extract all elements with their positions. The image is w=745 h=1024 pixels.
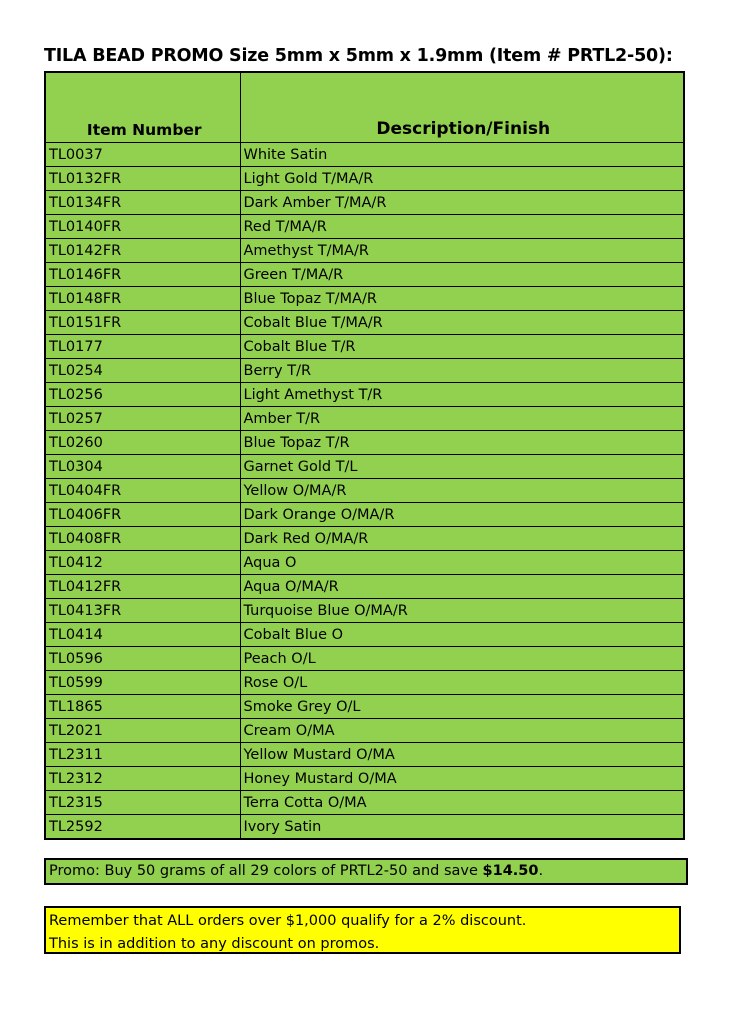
description-cell: Turquoise Blue O/MA/R xyxy=(240,599,684,623)
table-row xyxy=(45,527,684,551)
description-cell: Aqua O/MA/R xyxy=(240,575,684,599)
table-row xyxy=(45,767,684,791)
item-number-cell: TL0304 xyxy=(45,455,240,479)
description-cell: White Satin xyxy=(240,143,684,167)
description-cell: Aqua O xyxy=(240,551,684,575)
table-row xyxy=(45,239,684,263)
description-cell: Red T/MA/R xyxy=(240,215,684,239)
table-row xyxy=(45,815,684,840)
item-number-cell: TL0037 xyxy=(45,143,240,167)
promo-text: Promo: Buy 50 grams of all 29 colors of PRTL2-50 and save xyxy=(49,863,483,879)
item-number-cell: TL0260 xyxy=(45,431,240,455)
notice-line-2: This is in addition to any discount on promos. xyxy=(49,936,380,952)
item-number-cell: TL0132FR xyxy=(45,167,240,191)
description-cell: Berry T/R xyxy=(240,359,684,383)
page-title: TILA BEAD PROMO Size 5mm x 5mm x 1.9mm (Item # PRTL2-50): xyxy=(44,46,673,66)
header-description: Description/Finish xyxy=(240,72,684,143)
item-number-cell: TL0177 xyxy=(45,335,240,359)
table-row xyxy=(45,695,684,719)
description-cell: Amethyst T/MA/R xyxy=(240,239,684,263)
table-row xyxy=(45,743,684,767)
table-row xyxy=(45,335,684,359)
table-row xyxy=(45,647,684,671)
table-row xyxy=(45,719,684,743)
item-number-cell: TL0140FR xyxy=(45,215,240,239)
item-number-cell: TL2315 xyxy=(45,791,240,815)
item-number-cell: TL0404FR xyxy=(45,479,240,503)
description-cell: Amber T/R xyxy=(240,407,684,431)
description-cell: Terra Cotta O/MA xyxy=(240,791,684,815)
item-number-cell: TL0412FR xyxy=(45,575,240,599)
table-row xyxy=(45,671,684,695)
promo-amount: $14.50 xyxy=(482,863,539,879)
item-number-cell: TL0408FR xyxy=(45,527,240,551)
table-header-row xyxy=(45,72,684,143)
item-number-cell: TL2311 xyxy=(45,743,240,767)
table-row xyxy=(45,383,684,407)
promo-box xyxy=(44,858,688,885)
description-cell: Ivory Satin xyxy=(240,815,684,840)
item-number-cell: TL0254 xyxy=(45,359,240,383)
description-cell: Cream O/MA xyxy=(240,719,684,743)
description-cell: Yellow O/MA/R xyxy=(240,479,684,503)
item-number-cell: TL0599 xyxy=(45,671,240,695)
item-number-cell: TL0151FR xyxy=(45,311,240,335)
item-number-cell: TL0134FR xyxy=(45,191,240,215)
description-cell: Cobalt Blue T/MA/R xyxy=(240,311,684,335)
item-number-cell: TL0413FR xyxy=(45,599,240,623)
table-row xyxy=(45,455,684,479)
table-row xyxy=(45,575,684,599)
table-row xyxy=(45,311,684,335)
item-number-cell: TL0142FR xyxy=(45,239,240,263)
description-cell: Yellow Mustard O/MA xyxy=(240,743,684,767)
table-row xyxy=(45,287,684,311)
table-row xyxy=(45,263,684,287)
table-row xyxy=(45,191,684,215)
item-number-cell: TL2592 xyxy=(45,815,240,840)
promo-suffix: . xyxy=(538,863,544,879)
description-cell: Cobalt Blue O xyxy=(240,623,684,647)
table-row xyxy=(45,599,684,623)
table-row xyxy=(45,143,684,167)
description-cell: Garnet Gold T/L xyxy=(240,455,684,479)
table-row xyxy=(45,167,684,191)
table-row xyxy=(45,791,684,815)
item-number-cell: TL0406FR xyxy=(45,503,240,527)
table-row xyxy=(45,407,684,431)
table-row xyxy=(45,623,684,647)
notice-line-1: Remember that ALL orders over $1,000 qualify for a 2% discount. xyxy=(49,913,527,929)
description-cell: Smoke Grey O/L xyxy=(240,695,684,719)
description-cell: Honey Mustard O/MA xyxy=(240,767,684,791)
description-cell: Dark Red O/MA/R xyxy=(240,527,684,551)
item-number-cell: TL0414 xyxy=(45,623,240,647)
description-cell: Green T/MA/R xyxy=(240,263,684,287)
item-number-cell: TL0412 xyxy=(45,551,240,575)
item-number-cell: TL2312 xyxy=(45,767,240,791)
item-number-cell: TL0148FR xyxy=(45,287,240,311)
description-cell: Dark Amber T/MA/R xyxy=(240,191,684,215)
item-number-cell: TL2021 xyxy=(45,719,240,743)
table-row xyxy=(45,551,684,575)
item-number-cell: TL1865 xyxy=(45,695,240,719)
header-item-number: Item Number xyxy=(45,72,240,143)
description-cell: Blue Topaz T/R xyxy=(240,431,684,455)
table-row xyxy=(45,431,684,455)
table-row xyxy=(45,359,684,383)
item-number-cell: TL0256 xyxy=(45,383,240,407)
items-table xyxy=(44,71,685,840)
description-cell: Light Gold T/MA/R xyxy=(240,167,684,191)
description-cell: Rose O/L xyxy=(240,671,684,695)
table-row xyxy=(45,215,684,239)
description-cell: Light Amethyst T/R xyxy=(240,383,684,407)
table-row xyxy=(45,503,684,527)
discount-notice xyxy=(44,906,681,954)
description-cell: Dark Orange O/MA/R xyxy=(240,503,684,527)
description-cell: Peach O/L xyxy=(240,647,684,671)
item-number-cell: TL0146FR xyxy=(45,263,240,287)
table-row xyxy=(45,479,684,503)
description-cell: Cobalt Blue T/R xyxy=(240,335,684,359)
item-number-cell: TL0596 xyxy=(45,647,240,671)
description-cell: Blue Topaz T/MA/R xyxy=(240,287,684,311)
item-number-cell: TL0257 xyxy=(45,407,240,431)
